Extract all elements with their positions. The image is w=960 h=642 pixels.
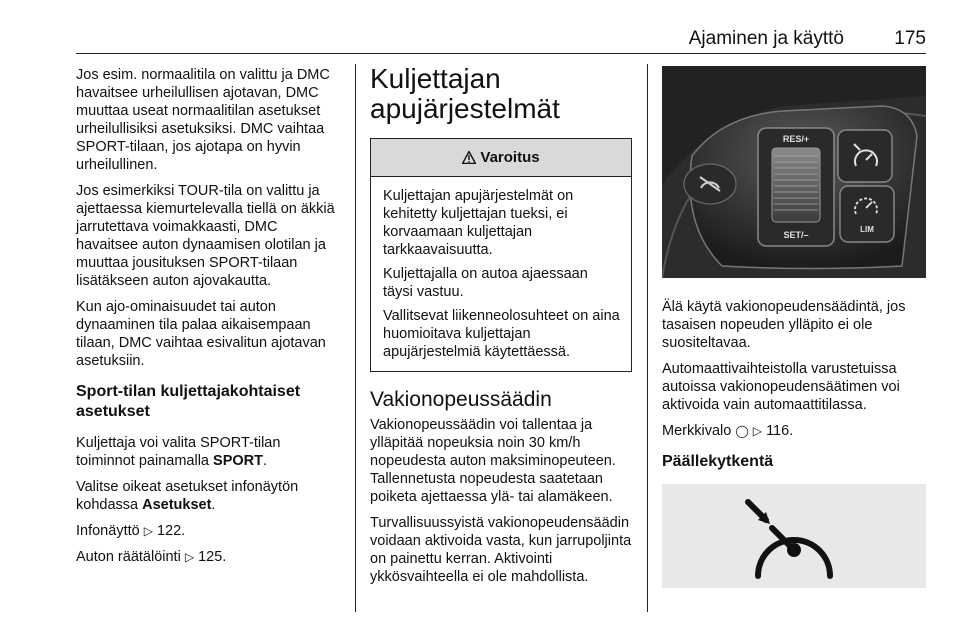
warning-body	[371, 177, 631, 371]
warning-box	[370, 138, 632, 372]
paragraph: Valitse oikeat asetukset infonäytön kohdassa Asetukset.	[76, 479, 299, 513]
column-divider-2	[647, 64, 648, 612]
column-2	[370, 64, 632, 594]
warning-triangle-icon	[462, 151, 476, 164]
lim-label: LIM	[860, 225, 874, 234]
subheading: Päällekytkentä	[662, 453, 774, 470]
page-reference[interactable]: Auton räätälöinti ▷ 125.	[76, 549, 227, 565]
paragraph: Älä käytä vakionopeudensäädintä, jos tasaisen nopeuden ylläpito ei ole suositeltavaa.	[662, 299, 906, 351]
paragraph: Jos esim. normaalitila on valittu ja DMC havaitsee urheilullisen ajotavan, DMC muuttaa useat normaalitilan asetukset urheilullisiksi asetuksiksi. DMC vaihtaa SPORT-tilaan, jos ajotapa on hyvin urheilullinen.	[76, 67, 330, 173]
page-number: 175	[894, 28, 926, 49]
arrow-ref-icon: ▷	[752, 424, 763, 438]
paragraph: Vallitsevat liikenneolosuhteet on aina huomioitava kuljettajan apujärjestelmiä käytettäessä.	[383, 308, 620, 360]
warning-label: Varoitus	[480, 148, 540, 166]
paragraph: Jos esimerkiksi TOUR-tila on valittu ja ajettaessa kiemurtelevalla tiellä on äkkiä jarrutettava voimakkaasti, DMC havaitsee auton dynaamisen olotilan ja muuttaa jousituksen SPORT-tilaan lisätäkseen auton ajovakautta.	[76, 183, 335, 289]
page-reference[interactable]: Infonäyttö ▷ 122.	[76, 523, 186, 539]
paragraph: Kun ajo-ominaisuudet tai auton dynaaminen tila palaa aikaisempaan tilaan, DMC vaihtaa esivalitun ajotavan asetuksiin.	[76, 299, 326, 369]
column-1	[76, 66, 342, 574]
section-heading: Vakionopeussäädin	[370, 388, 552, 411]
page-header	[76, 28, 926, 54]
steering-wheel-controls-photo	[662, 66, 926, 278]
column-3	[662, 66, 926, 588]
paragraph: Turvallisuussyistä vakionopeudensäädin voidaan aktivoida vasta, kun jarrupoljinta on painettu kerran. Aktivointi ykkösvaihteella ei ole mahdollista.	[370, 515, 632, 585]
warning-header	[371, 139, 631, 177]
subheading: Sport-tilan kuljettajakohtaiset asetukset	[76, 383, 301, 420]
cruise-control-activate-figure	[662, 484, 926, 588]
paragraph: Kuljettaja voi valita SPORT-tilan toiminnot painamalla SPORT.	[76, 435, 281, 469]
paragraph: Vakionopeussäädin voi tallentaa ja ylläpitää nopeuksia noin 30 km/h nopeudesta auton maksiminopeuteen. Tallennetusta nopeudesta saatetaan poiketa ajettaessa ylä- tai alamäkeen.	[370, 417, 616, 505]
page-reference[interactable]: Merkkivalo ◯ ▷ 116.	[662, 423, 794, 439]
chapter-title: Kuljettajan apujärjestelmät	[370, 63, 560, 124]
arrow-ref-icon: ▷	[184, 550, 195, 564]
paragraph: Kuljettajan apujärjestelmät on kehitetty kuljettajan tueksi, ei korvaamaan kuljettajan tarkkaavaisuutta.	[383, 188, 574, 258]
arrow-ref-icon: ▷	[143, 524, 153, 538]
cruise-control-lamp-icon: ◯	[735, 424, 749, 438]
section-title: Ajaminen ja käyttö	[688, 28, 844, 49]
res-plus-label: RES/+	[782, 134, 810, 144]
set-minus-label: SET/–	[783, 230, 809, 240]
column-divider-1	[355, 64, 356, 612]
header-rule	[76, 53, 926, 54]
paragraph: Automaattivaihteistolla varustetuissa autoissa vakionopeudensäätimen voi aktivoida vain automaattitilassa.	[662, 361, 900, 413]
paragraph: Kuljettajalla on autoa ajaessaan täysi vastuu.	[383, 266, 588, 300]
